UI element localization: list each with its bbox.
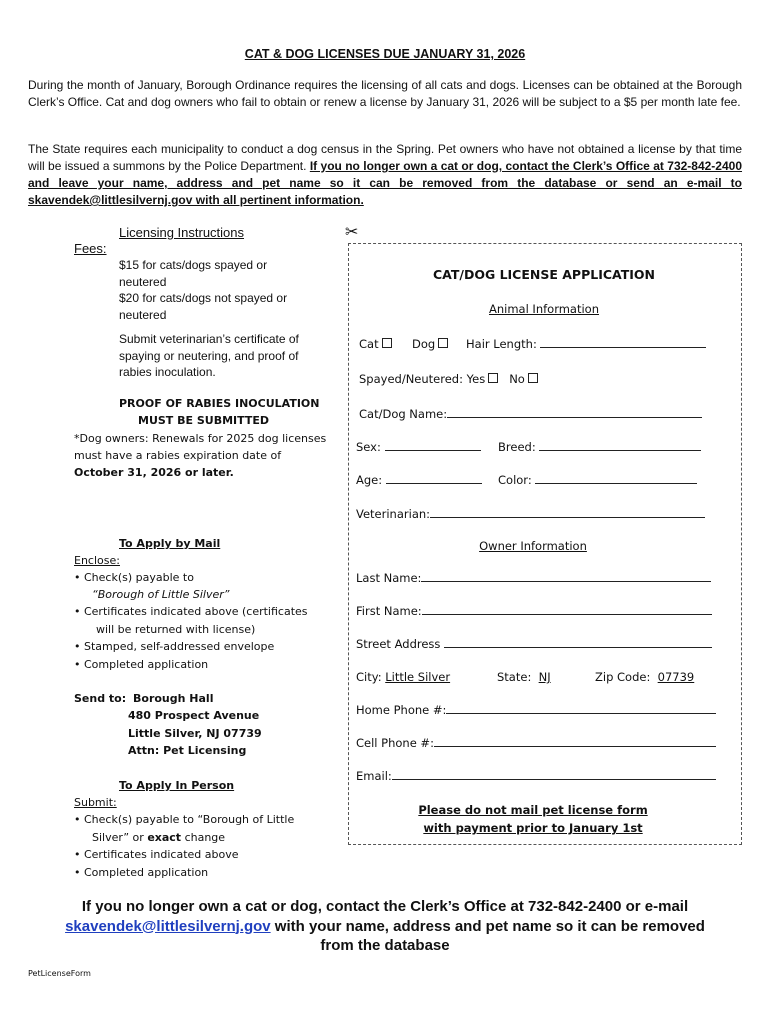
color-line[interactable]: [535, 483, 697, 484]
person-item-text: Silver” or: [92, 831, 148, 844]
last-name-line[interactable]: [421, 581, 711, 582]
bottom-notice: [20, 897, 750, 956]
city-field: [356, 670, 450, 684]
census-text: The State requires each municipality to conduct a dog census in the Spring. Pet owners who have not obtained a license by that time will be issued a summons by the Police Department.: [28, 142, 742, 173]
yes-checkbox[interactable]: [488, 373, 498, 383]
email-field[interactable]: [356, 769, 716, 783]
dog-option[interactable]: [412, 337, 448, 351]
cat-checkbox[interactable]: [382, 338, 392, 348]
first-name-field[interactable]: [356, 604, 712, 618]
zip-value: 07739: [657, 670, 695, 684]
breed-label: Breed:: [498, 440, 536, 454]
sex-line[interactable]: [385, 450, 481, 451]
pet-name-label: Cat/Dog Name:: [359, 407, 448, 421]
mail-list-item: will be returned with license): [96, 623, 256, 636]
fee-line: $20 for cats/dogs not spayed or: [119, 291, 288, 305]
hair-length-field[interactable]: [466, 337, 706, 351]
licensing-heading: Licensing Instructions: [119, 225, 245, 240]
submit-label: Submit:: [74, 796, 117, 809]
bottom-line1: If you no longer own a cat or dog, contact the Clerk’s Office at 732-842-2400 or e-mail: [81, 898, 689, 915]
cell-phone-field[interactable]: [356, 736, 716, 750]
mail-heading: To Apply by Mail: [119, 537, 221, 550]
first-name-line[interactable]: [422, 614, 712, 615]
zip-field: [595, 670, 694, 684]
mail-warning-line: with payment prior to January 1st: [423, 821, 643, 835]
submit-line: Submit veterinarian’s certificate of: [119, 332, 299, 346]
city-label: City:: [356, 670, 382, 684]
mail-list-item: “Borough of Little Silver”: [92, 588, 230, 601]
state-value: NJ: [538, 670, 551, 684]
address-line: 480 Prospect Avenue: [128, 709, 260, 723]
scissors-icon: ✂: [345, 222, 359, 241]
intro-paragraph: During the month of January, Borough Ordinance requires the licensing of all cats and dogs. Licenses can be obtained at the Borough Clerk’s Office. Cat and dog owners who fail to obtain or renew a license by January 31, 2026 will be subject to a $5 per month late fee.: [28, 78, 742, 109]
veterinarian-label: Veterinarian:: [356, 507, 431, 521]
enclose-label: Enclose:: [74, 554, 120, 567]
proof-heading-line1: PROOF OF RABIES INOCULATION: [119, 397, 320, 410]
zip-label: Zip Code:: [595, 670, 651, 684]
form-title: CAT/DOG LICENSE APPLICATION: [432, 267, 656, 282]
spayed-label: Spayed/Neutered:: [359, 372, 463, 386]
color-label: Color:: [498, 473, 532, 487]
address-line: Borough Hall: [133, 692, 214, 705]
age-label: Age:: [356, 473, 383, 487]
census-paragraph: [28, 141, 742, 209]
person-item-text: change: [181, 831, 226, 844]
cat-label: Cat: [359, 337, 379, 351]
email-link[interactable]: skavendek@littlesilvernj.gov: [65, 917, 271, 935]
footer-label: PetLicenseForm: [28, 969, 91, 978]
fee-line: neutered: [119, 307, 167, 322]
city-value: Little Silver: [385, 670, 451, 684]
last-name-field[interactable]: [356, 571, 711, 585]
yes-label: Yes: [466, 372, 486, 386]
dog-label: Dog: [412, 337, 436, 351]
no-checkbox[interactable]: [528, 373, 538, 383]
person-list-item: • Certificates indicated above: [74, 848, 239, 861]
proof-heading-line2: MUST BE SUBMITTED: [138, 414, 270, 427]
fee-line: neutered: [119, 274, 167, 289]
person-heading: To Apply In Person: [119, 779, 235, 792]
mail-list-item: • Stamped, self-addressed envelope: [74, 640, 275, 653]
breed-line[interactable]: [539, 450, 701, 451]
age-line[interactable]: [386, 483, 482, 484]
person-list-item: [92, 829, 225, 846]
email-label: Email:: [356, 769, 392, 783]
mailing-address: [128, 690, 262, 759]
renewal-line1: *Dog owners: Renewals for 2025 dog licenses: [74, 432, 327, 445]
pet-name-line[interactable]: [447, 417, 702, 418]
last-name-label: Last Name:: [356, 571, 422, 585]
color-field[interactable]: [498, 473, 697, 487]
email-line[interactable]: [392, 779, 716, 780]
dog-checkbox[interactable]: [438, 338, 448, 348]
first-name-label: First Name:: [356, 604, 422, 618]
person-list-item: • Check(s) payable to “Borough of Little: [74, 813, 295, 826]
age-field[interactable]: [356, 473, 482, 487]
home-phone-label: Home Phone #:: [356, 703, 447, 717]
submit-line: spaying or neutering, and proof of: [119, 348, 299, 363]
state-field: [497, 670, 551, 684]
no-label: No: [509, 372, 525, 386]
home-phone-field[interactable]: [356, 703, 716, 717]
removal-notice: If you no longer own a cat or dog, contact the Clerk’s Office at 732-842-2400 and leave your name, address and pet name so it can be removed from the database or send an e-mail to skavendek@littlesilvernj.gov with all pertinent information.: [28, 159, 743, 207]
veterinarian-line[interactable]: [430, 517, 705, 518]
mail-list-item: • Check(s) payable to: [74, 571, 194, 584]
person-list-item: • Completed application: [74, 866, 209, 879]
street-address-label: Street Address: [356, 637, 441, 651]
owner-info-heading: Owner Information: [479, 539, 587, 553]
submit-certificate-note: [119, 331, 299, 381]
address-line: Little Silver, NJ 07739: [128, 726, 262, 740]
mail-warning-line: Please do not mail pet license form: [418, 803, 648, 817]
hair-length-line[interactable]: [540, 347, 706, 348]
fees-label: Fees:: [74, 241, 107, 256]
pet-name-field[interactable]: [359, 407, 702, 421]
mail-list-item: • Completed application: [74, 658, 209, 671]
veterinarian-field[interactable]: [356, 507, 705, 521]
spayed-field: [359, 372, 538, 386]
state-label: State:: [497, 670, 532, 684]
cell-phone-label: Cell Phone #:: [356, 736, 434, 750]
submit-line: rabies inoculation.: [119, 365, 216, 379]
exact-emphasis: exact: [147, 831, 182, 844]
bottom-line2: [20, 917, 750, 937]
animal-info-heading: Animal Information: [488, 302, 600, 316]
mail-warning-note: [348, 801, 718, 837]
hair-length-label: Hair Length:: [466, 337, 537, 351]
sex-field[interactable]: [356, 440, 481, 454]
cat-option[interactable]: [359, 337, 392, 351]
street-address-line[interactable]: [444, 647, 712, 648]
fee-list: [119, 257, 287, 323]
page-title: CAT & DOG LICENSES DUE JANUARY 31, 2026: [244, 47, 526, 61]
mail-list-item: • Certificates indicated above (certificates: [74, 605, 308, 618]
sex-label: Sex:: [356, 440, 381, 454]
bottom-line2-text: with your name, address and pet name so it can be removed: [270, 917, 705, 935]
bottom-line3: from the database: [320, 937, 450, 954]
home-phone-line[interactable]: [446, 713, 716, 714]
send-to-label: Send to:: [74, 692, 127, 705]
breed-field[interactable]: [498, 440, 701, 454]
fee-line: $15 for cats/dogs spayed or: [119, 258, 268, 272]
cell-phone-line[interactable]: [434, 746, 716, 747]
renewal-line2: must have a rabies expiration date of: [74, 449, 282, 462]
street-address-field[interactable]: [356, 637, 712, 651]
address-line: Attn: Pet Licensing: [128, 743, 247, 757]
renewal-line3: October 31, 2026 or later.: [74, 466, 234, 479]
